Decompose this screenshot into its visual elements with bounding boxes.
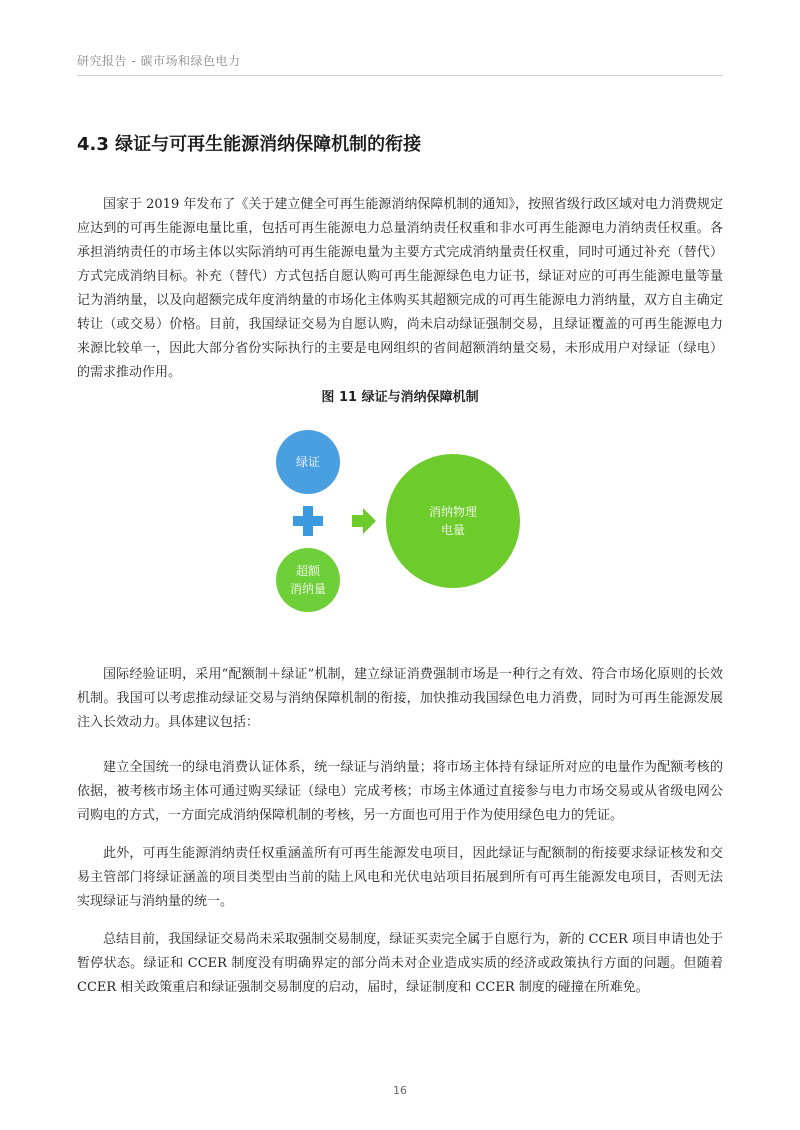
plus-icon bbox=[293, 506, 323, 536]
green-certificate-node: 绿证 bbox=[276, 430, 340, 494]
section-title: 4.3 绿证与可再生能源消纳保障机制的衔接 bbox=[77, 134, 422, 155]
paragraph-3: 建立全国统一的绿电消费认证体系，统一绿证与消纳量；将市场主体持有绿证所对应的电量作为配额考核的依据，被考核市场主体可通过购买绿证（绿电）完成考核；市场主体通过直接参与电力市场交易或从省级电网公司购电的方式，一方面完成消纳保障机制的考核，另一方面也可用于作为使用绿色电力的凭证。 bbox=[77, 760, 723, 823]
excess-consumption-node: 超额 消纳量 bbox=[276, 548, 340, 612]
page-number: 16 bbox=[393, 1084, 407, 1097]
consumption-mechanism-diagram bbox=[0, 410, 800, 640]
arrow-right-icon bbox=[352, 508, 376, 534]
figure-caption: 图 11 绿证与消纳保障机制 bbox=[321, 390, 479, 405]
header-divider bbox=[77, 75, 723, 76]
physical-consumption-node: 消纳物理 电量 bbox=[386, 454, 520, 588]
running-header: 研究报告 - 碳市场和绿色电力 bbox=[77, 54, 241, 68]
paragraph-1: 国家于 2019 年发布了《关于建立健全可再生能源消纳保障机制的通知》，按照省级行政区域对电力消费规定应达到的可再生能源电量比重，包括可再生能源电力总量消纳责任权重和非水可再生能源电力消纳责任权重。各承担消纳责任的市场主体以实际消纳可再生能源电量为主要方式完成消纳量责任权重，同时可通过补充（替代）方式完成消纳目标。补充（替代）方式包括自愿认购可再生能源绿色电力证书，绿证对应的可再生能源电量等量记为消纳量，以及向超额完成年度消纳量的市场化主体购买其超额完成的可再生能源电力消纳量，双方自主确定转让（或交易）价格。目前，我国绿证交易为自愿认购，尚未启动绿证强制交易，且绿证覆盖的可再生能源电力来源比较单一，因此大部分省份实际执行的主要是电网组织的省间超额消纳量交易，未形成用户对绿证（绿电）的需求推动作用。 bbox=[77, 197, 723, 380]
paragraph-2: 国际经验证明，采用“配额制＋绿证”机制，建立绿证消费强制市场是一种行之有效、符合市场化原则的长效机制。我国可以考虑推动绿证交易与消纳保障机制的衔接，加快推动我国绿色电力消费，同时为可再生能源发展注入长效动力。具体建议包括： bbox=[77, 667, 723, 730]
paragraph-4: 此外，可再生能源消纳责任权重涵盖所有可再生能源发电项目，因此绿证与配额制的衔接要求绿证核发和交易主管部门将绿证涵盖的项目类型由当前的陆上风电和光伏电站项目拓展到所有可再生能源发电项目，否则无法实现绿证与消纳量的统一。 bbox=[77, 846, 723, 909]
paragraph-5: 总结目前，我国绿证交易尚未采取强制交易制度，绿证买卖完全属于自愿行为，新的 CCER 项目申请也处于暂停状态。绿证和 CCER 制度没有明确界定的部分尚未对企业造成实质的经济或政策执行方面的问题。但随着 CCER 相关政策重启和绿证强制交易制度的启动，届时，绿证制度和 CCER 制度的碰撞在所难免。 bbox=[77, 932, 723, 995]
